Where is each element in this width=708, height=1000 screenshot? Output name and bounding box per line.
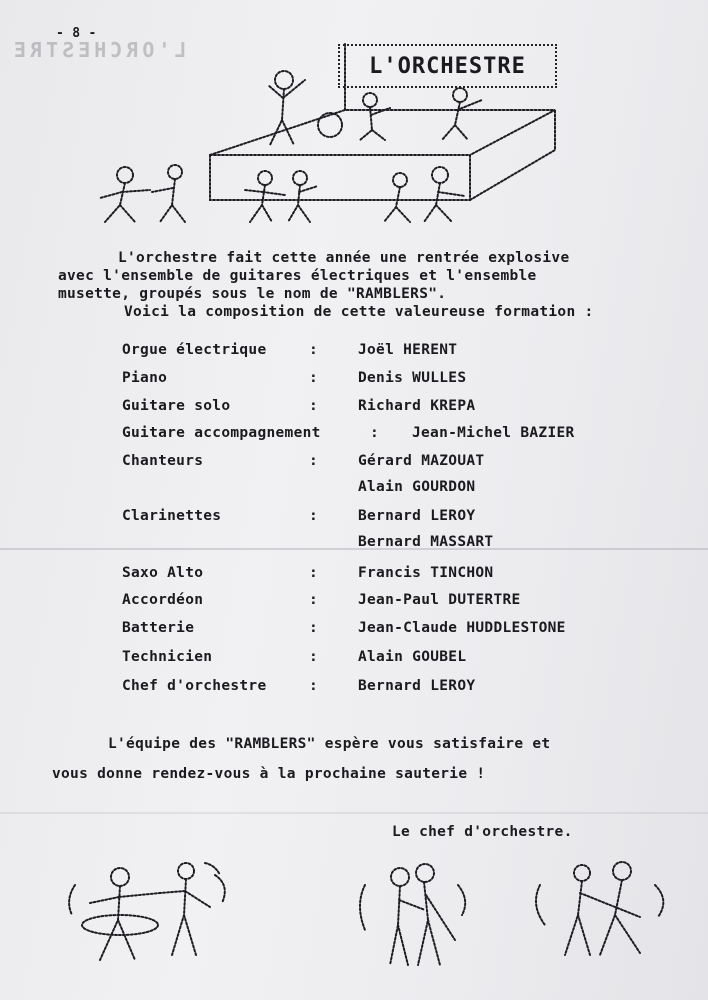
closing-line-1: L'équipe des "RAMBLERS" espère vous satisfaire et (108, 736, 551, 752)
colon-separator: : (309, 398, 319, 414)
colon-separator: : (309, 370, 319, 386)
member-name: Francis TINCHON (358, 565, 494, 581)
instrument-label: Chef d'orchestre (122, 678, 267, 694)
member-name: Bernard MASSART (358, 534, 494, 550)
member-row (0, 534, 708, 558)
member-name: Alain GOUBEL (358, 649, 467, 665)
colon-separator: : (309, 508, 319, 524)
member-row (0, 508, 708, 532)
member-row (0, 370, 708, 394)
colon-separator: : (309, 565, 319, 581)
fold-crease (0, 812, 708, 814)
member-name: Denis WULLES (358, 370, 467, 386)
intro-line-1: L'orchestre fait cette année une rentrée explosive (118, 250, 570, 266)
instrument-label: Orgue électrique (122, 342, 267, 358)
instrument-label: Guitare accompagnement (122, 425, 321, 441)
instrument-label: Chanteurs (122, 453, 204, 469)
member-row (0, 592, 708, 616)
intro-line-2: avec l'ensemble de guitares électriques et l'ensemble (58, 268, 537, 284)
member-row (0, 565, 708, 589)
member-row (0, 479, 708, 503)
intro-line-4: Voici la composition de cette valeureuse formation : (124, 304, 594, 320)
colon-separator: : (309, 678, 319, 694)
member-name: Jean-Michel BAZIER (412, 425, 575, 441)
member-name: Jean-Paul DUTERTRE (358, 592, 521, 608)
colon-separator: : (309, 453, 319, 469)
intro-line-3: musette, groupés sous le nom de "RAMBLERS". (58, 286, 447, 302)
instrument-label: Technicien (122, 649, 213, 665)
page-number: - 8 - (56, 26, 97, 41)
member-row (0, 620, 708, 644)
closing-line-2: vous donne rendez-vous à la prochaine sauterie ! (52, 766, 486, 782)
colon-separator: : (370, 425, 380, 441)
member-name: Jean-Claude HUDDLESTONE (358, 620, 566, 636)
instrument-label: Accordéon (122, 592, 204, 608)
orchestra-banner-title: L'ORCHESTRE (338, 44, 557, 88)
instrument-label: Guitare solo (122, 398, 231, 414)
member-name: Bernard LEROY (358, 508, 476, 524)
instrument-label: Saxo Alto (122, 565, 204, 581)
member-row (0, 342, 708, 366)
colon-separator: : (309, 649, 319, 665)
colon-separator: : (309, 620, 319, 636)
member-name: Alain GOURDON (358, 479, 476, 495)
instrument-label: Piano (122, 370, 168, 386)
instrument-label: Clarinettes (122, 508, 222, 524)
member-row (0, 678, 708, 702)
member-row (0, 453, 708, 477)
member-name: Joël HERENT (358, 342, 458, 358)
signature: Le chef d'orchestre. (392, 824, 573, 840)
colon-separator: : (309, 342, 319, 358)
dancers-illustration (0, 855, 708, 995)
member-row (0, 649, 708, 673)
member-name: Bernard LEROY (358, 678, 476, 694)
member-name: Richard KREPA (358, 398, 476, 414)
member-row (0, 398, 708, 422)
member-row (0, 425, 708, 449)
member-name: Gérard MAZOUAT (358, 453, 485, 469)
colon-separator: : (309, 592, 319, 608)
bleed-through-text: L'ORCHESTRE (10, 38, 187, 62)
orchestra-stage-illustration (0, 0, 708, 240)
instrument-label: Batterie (122, 620, 195, 636)
